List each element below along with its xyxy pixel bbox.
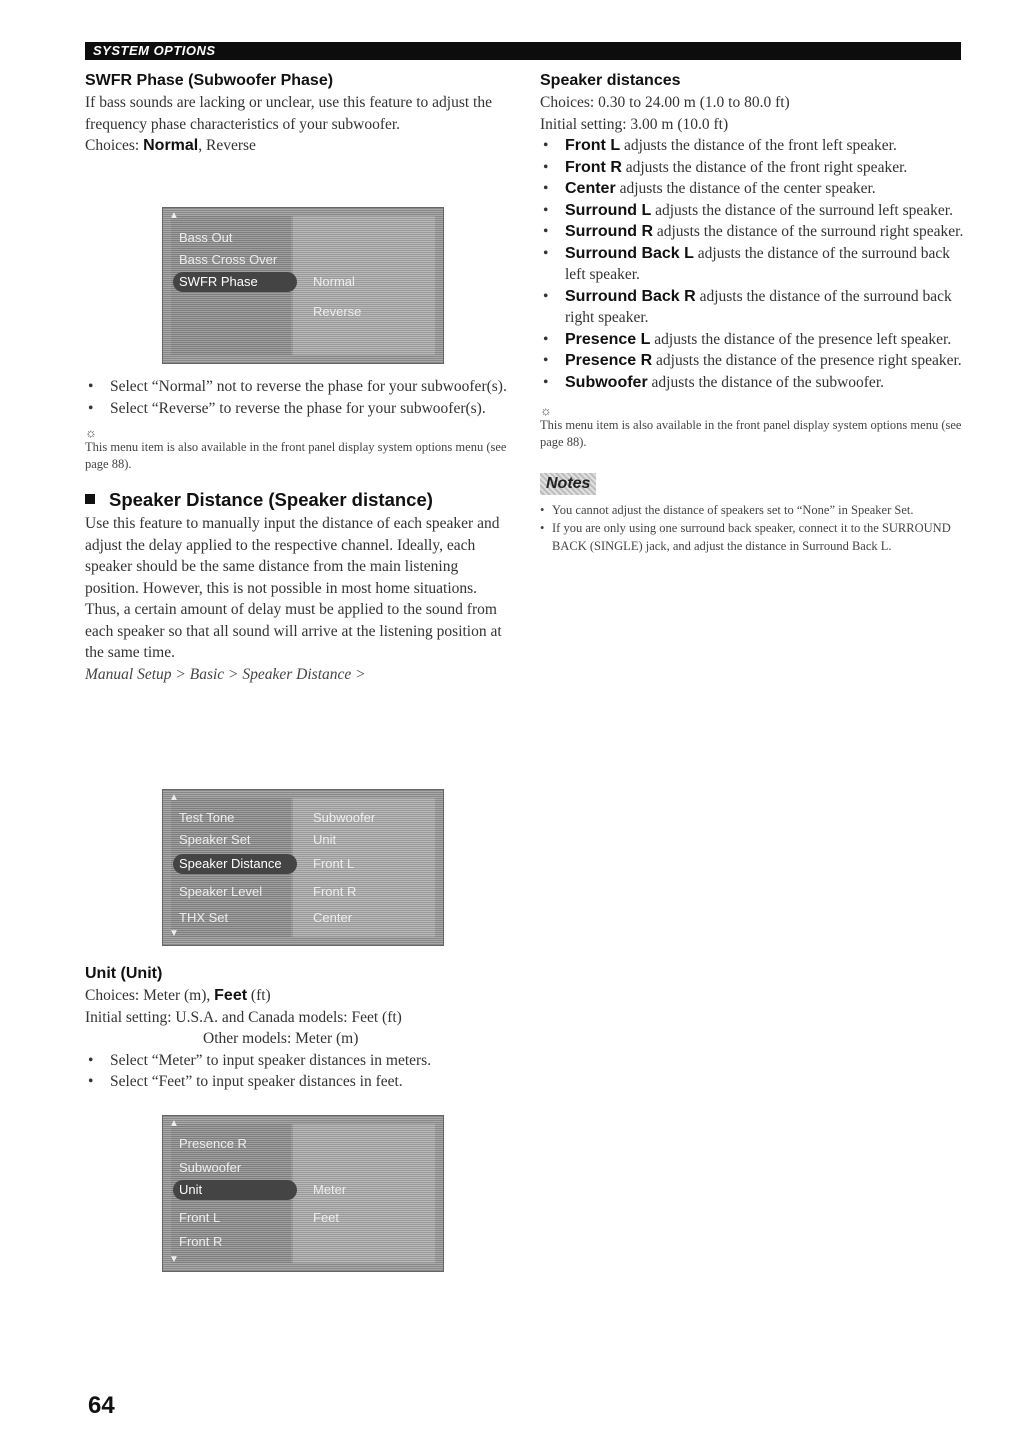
swfr-heading: SWFR Phase (Subwoofer Phase) bbox=[85, 72, 334, 89]
scroll-up-icon: ▲ bbox=[169, 210, 179, 221]
list-item: • Surround Back L adjusts the distance of the surround back left speaker. bbox=[540, 243, 965, 286]
menu-item-selected: Speaker Distance bbox=[173, 854, 297, 874]
menu-item: Speaker Set bbox=[179, 832, 251, 847]
menu-path: Manual Setup > Basic > Speaker Distance > bbox=[85, 665, 366, 683]
list-item: • Center adjusts the distance of the center speaker. bbox=[540, 178, 965, 200]
distances-choices: Choices: 0.30 to 24.00 m (1.0 to 80.0 ft) bbox=[540, 94, 790, 111]
menu-item-selected: Unit bbox=[173, 1180, 297, 1200]
menu-option: Reverse bbox=[313, 304, 362, 319]
scroll-down-icon: ▼ bbox=[169, 928, 179, 939]
menu-option: Subwoofer bbox=[313, 810, 376, 825]
unit-bullets bbox=[85, 1050, 510, 1093]
left-column bbox=[85, 72, 510, 157]
menu-option: Center bbox=[313, 910, 353, 925]
list-item: • Select “Meter” to input speaker distances in meters. bbox=[85, 1050, 510, 1072]
tip-icon: ☼ bbox=[85, 425, 97, 440]
scroll-up-icon: ▲ bbox=[169, 1118, 179, 1129]
menu-item-selected: SWFR Phase bbox=[173, 272, 297, 292]
list-item: • Front L adjusts the distance of the front left speaker. bbox=[540, 135, 965, 157]
list-item: • Surround Back R adjusts the distance of the surround back right speaker. bbox=[540, 286, 965, 329]
menu-option: Front L bbox=[313, 856, 355, 871]
list-item: • Subwoofer adjusts the distance of the subwoofer. bbox=[540, 372, 965, 394]
speaker-distances-heading: Speaker distances bbox=[540, 72, 681, 89]
unit-initial-setting: Initial setting: U.S.A. and Canada models: Feet (ft) bbox=[85, 1008, 402, 1026]
list-item: • Select “Feet” to input speaker distances in feet. bbox=[85, 1071, 510, 1093]
menu-item: Subwoofer bbox=[179, 1160, 242, 1175]
swfr-phase-menu-screenshot bbox=[162, 207, 444, 364]
right-column bbox=[540, 72, 965, 555]
list-item: • Surround L adjusts the distance of the surround left speaker. bbox=[540, 200, 965, 222]
distances-list bbox=[540, 135, 965, 393]
menu-option: Feet bbox=[313, 1210, 340, 1225]
unit-menu-screenshot bbox=[162, 1115, 444, 1272]
swfr-details bbox=[85, 376, 510, 685]
section-bullet-icon bbox=[85, 494, 95, 504]
list-item: • Surround R adjusts the distance of the surround right speaker. bbox=[540, 221, 965, 243]
menu-item: Bass Cross Over bbox=[179, 252, 278, 267]
menu-option: Unit bbox=[313, 832, 337, 847]
scroll-up-icon: ▲ bbox=[169, 792, 179, 803]
menu-item: Bass Out bbox=[179, 230, 233, 245]
unit-initial-setting-other: Other models: Meter (m) bbox=[203, 1030, 359, 1047]
swfr-bullets bbox=[85, 376, 510, 419]
scroll-down-icon: ▼ bbox=[169, 1254, 179, 1265]
speaker-distance-heading: Speaker Distance (Speaker distance) bbox=[85, 489, 510, 511]
unit-choices: Choices: Meter (m), Feet (ft) bbox=[85, 987, 271, 1004]
list-item: • You cannot adjust the distance of speakers set to “None” in Speaker Set. bbox=[540, 501, 965, 519]
distances-initial: Initial setting: 3.00 m (10.0 ft) bbox=[540, 115, 729, 133]
unit-heading: Unit (Unit) bbox=[85, 965, 163, 982]
menu-option: Normal bbox=[313, 274, 355, 289]
menu-option: Front R bbox=[313, 884, 357, 899]
section-header-bar bbox=[85, 42, 961, 60]
list-item: • Select “Reverse” to reverse the phase for your subwoofer(s). bbox=[85, 398, 510, 420]
distances-tip: This menu item is also available in the front panel display system options menu (see page 88). bbox=[540, 418, 962, 449]
swfr-choices: Choices: Normal, Reverse bbox=[85, 137, 256, 154]
swfr-default-choice: Normal bbox=[143, 137, 199, 154]
list-item: • Select “Normal” not to reverse the phase for your subwoofer(s). bbox=[85, 376, 510, 398]
section-title: SYSTEM OPTIONS bbox=[93, 43, 216, 58]
speaker-distance-menu-screenshot bbox=[162, 789, 444, 946]
menu-item: Presence R bbox=[179, 1136, 247, 1151]
menu-item: Front R bbox=[179, 1234, 223, 1249]
menu-item: Test Tone bbox=[179, 810, 235, 825]
notes-list bbox=[540, 501, 965, 555]
unit-section bbox=[85, 965, 510, 1093]
list-item: • Front R adjusts the distance of the front right speaker. bbox=[540, 157, 965, 179]
swfr-tip: This menu item is also available in the front panel display system options menu (see page 88). bbox=[85, 440, 507, 471]
list-item: • If you are only using one surround back speaker, connect it to the SURROUND BACK (SINGLE) jack, and adjust the distance in Surround Back L. bbox=[540, 519, 965, 555]
speaker-distance-intro: Use this feature to manually input the distance of each speaker and adjust the delay applied to the respective channel. Ideally, each speaker should be the same distance from the main listening position. However, this is not possible in most home situations. Thus, a certain amount of delay must be applied to the sound from each speaker so that all sound will arrive at the listening position at the same time. bbox=[85, 515, 502, 661]
list-item: • Presence R adjusts the distance of the presence right speaker. bbox=[540, 350, 965, 372]
page-number: 64 bbox=[88, 1392, 115, 1419]
menu-option: Meter bbox=[313, 1182, 347, 1197]
swfr-intro: If bass sounds are lacking or unclear, use this feature to adjust the frequency phase characteristics of your subwoofer. bbox=[85, 94, 492, 133]
menu-item: THX Set bbox=[179, 910, 229, 925]
notes-label: Notes bbox=[540, 473, 596, 495]
unit-default-choice: Feet bbox=[214, 987, 248, 1004]
menu-item: Speaker Level bbox=[179, 884, 263, 899]
tip-icon: ☼ bbox=[540, 403, 552, 418]
menu-item: Front L bbox=[179, 1210, 221, 1225]
list-item: • Presence L adjusts the distance of the presence left speaker. bbox=[540, 329, 965, 351]
